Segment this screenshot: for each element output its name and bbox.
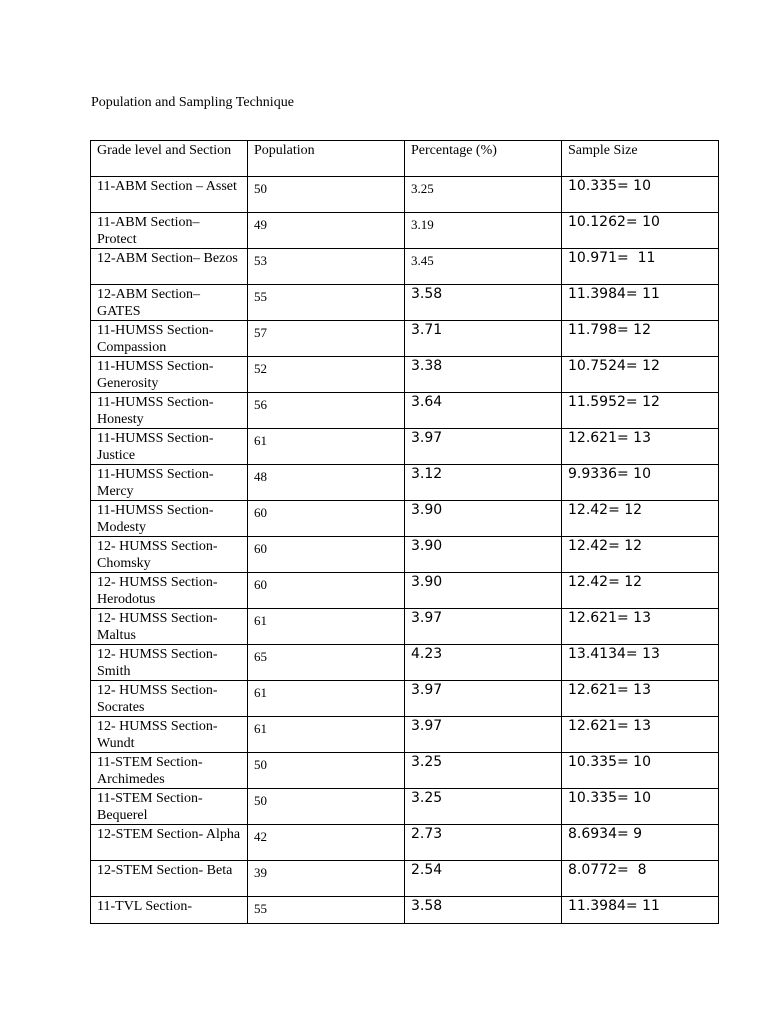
sample-size-cell <box>562 393 719 429</box>
percentage-cell <box>405 213 562 249</box>
section-cell-text: 12-STEM Section- Beta <box>97 863 233 878</box>
sample-size-cell <box>562 357 719 393</box>
population-cell-text: 60 <box>254 505 267 520</box>
section-cell-text: 11-HUMSS Section- Generosity <box>97 359 214 391</box>
sample-size-cell <box>562 789 719 825</box>
percentage-cell-text: 3.25 <box>411 790 443 806</box>
sample-size-cell-text: 12.621= 13 <box>568 682 651 698</box>
population-cell <box>248 753 405 789</box>
table-row <box>91 249 719 285</box>
section-cell <box>91 717 248 753</box>
sample-size-cell-text: 8.0772= 8 <box>568 862 647 878</box>
population-cell <box>248 861 405 897</box>
header-label: Percentage (%) <box>411 143 497 158</box>
table-row <box>91 573 719 609</box>
table-row <box>91 537 719 573</box>
sample-size-cell-text: 10.1262= 10 <box>568 214 660 230</box>
population-cell <box>248 609 405 645</box>
sample-size-cell-text: 12.621= 13 <box>568 718 651 734</box>
header-cell-sample-size <box>562 141 719 177</box>
percentage-cell-text: 3.90 <box>411 574 443 590</box>
sampling-table <box>90 140 719 924</box>
sample-size-cell <box>562 717 719 753</box>
population-cell <box>248 645 405 681</box>
sample-size-cell-text: 10.7524= 12 <box>568 358 660 374</box>
section-cell-text: 11-HUMSS Section- Compassion <box>97 323 214 355</box>
sample-size-cell <box>562 861 719 897</box>
population-cell-text: 61 <box>254 721 267 736</box>
percentage-cell <box>405 717 562 753</box>
sample-size-cell <box>562 645 719 681</box>
percentage-cell <box>405 753 562 789</box>
section-cell <box>91 465 248 501</box>
population-cell <box>248 717 405 753</box>
sample-size-cell-text: 8.6934= 9 <box>568 826 643 842</box>
population-cell <box>248 357 405 393</box>
section-cell-text: 11-STEM Section- Bequerel <box>97 791 203 823</box>
section-cell <box>91 357 248 393</box>
percentage-cell <box>405 681 562 717</box>
population-cell-text: 50 <box>254 757 267 772</box>
table-row <box>91 681 719 717</box>
section-cell-text: 12- HUMSS Section- Wundt <box>97 719 218 751</box>
population-cell <box>248 321 405 357</box>
table-row <box>91 465 719 501</box>
sample-size-cell <box>562 825 719 861</box>
percentage-cell-text: 3.45 <box>411 253 434 268</box>
document-title: Population and Sampling Technique <box>91 95 294 110</box>
sample-size-cell <box>562 753 719 789</box>
sample-size-cell-text: 13.4134= 13 <box>568 646 660 662</box>
population-cell-text: 49 <box>254 217 267 232</box>
population-cell-text: 50 <box>254 181 267 196</box>
table-row <box>91 825 719 861</box>
population-cell <box>248 429 405 465</box>
population-cell <box>248 789 405 825</box>
population-cell <box>248 537 405 573</box>
population-cell <box>248 393 405 429</box>
sample-size-cell <box>562 177 719 213</box>
sample-size-cell-text: 11.798= 12 <box>568 322 651 338</box>
population-cell <box>248 465 405 501</box>
header-cell-percentage <box>405 141 562 177</box>
percentage-cell-text: 3.64 <box>411 394 443 410</box>
sample-size-cell-text: 10.971= 11 <box>568 250 656 266</box>
section-cell-text: 12- HUMSS Section- Smith <box>97 647 218 679</box>
percentage-cell <box>405 429 562 465</box>
population-cell-text: 57 <box>254 325 267 340</box>
percentage-cell-text: 3.97 <box>411 610 443 626</box>
sample-size-cell <box>562 249 719 285</box>
header-label: Sample Size <box>568 143 638 158</box>
sample-size-cell-text: 11.5952= 12 <box>568 394 660 410</box>
section-cell <box>91 177 248 213</box>
sample-size-cell <box>562 429 719 465</box>
population-cell-text: 61 <box>254 433 267 448</box>
population-cell-text: 61 <box>254 685 267 700</box>
population-cell <box>248 501 405 537</box>
sample-size-cell-text: 11.3984= 11 <box>568 286 660 302</box>
sample-size-cell <box>562 573 719 609</box>
population-cell-text: 55 <box>254 289 267 304</box>
percentage-cell <box>405 321 562 357</box>
sample-size-cell-text: 12.621= 13 <box>568 610 651 626</box>
table-row <box>91 501 719 537</box>
percentage-cell-text: 3.90 <box>411 538 443 554</box>
population-cell <box>248 825 405 861</box>
population-cell <box>248 213 405 249</box>
population-cell-text: 50 <box>254 793 267 808</box>
percentage-cell <box>405 897 562 924</box>
percentage-cell-text: 3.97 <box>411 718 443 734</box>
percentage-cell <box>405 177 562 213</box>
population-cell <box>248 249 405 285</box>
sample-size-cell-text: 12.42= 12 <box>568 574 643 590</box>
population-cell-text: 56 <box>254 397 267 412</box>
sample-size-cell <box>562 897 719 924</box>
sample-size-cell <box>562 285 719 321</box>
percentage-cell <box>405 789 562 825</box>
header-cell-section <box>91 141 248 177</box>
sample-size-cell-text: 9.9336= 10 <box>568 466 651 482</box>
sample-size-cell-text: 10.335= 10 <box>568 178 651 194</box>
population-cell <box>248 573 405 609</box>
section-cell <box>91 789 248 825</box>
sample-size-cell <box>562 609 719 645</box>
population-cell <box>248 897 405 924</box>
section-cell <box>91 501 248 537</box>
sample-size-cell <box>562 537 719 573</box>
table-row <box>91 897 719 924</box>
section-cell <box>91 537 248 573</box>
table-row <box>91 717 719 753</box>
section-cell <box>91 249 248 285</box>
percentage-cell <box>405 645 562 681</box>
section-cell <box>91 825 248 861</box>
population-cell-text: 42 <box>254 829 267 844</box>
percentage-cell-text: 3.19 <box>411 217 434 232</box>
section-cell-text: 12- HUMSS Section- Socrates <box>97 683 218 715</box>
header-cell-population <box>248 141 405 177</box>
sample-size-cell <box>562 213 719 249</box>
percentage-cell <box>405 609 562 645</box>
population-cell-text: 39 <box>254 865 267 880</box>
percentage-cell-text: 3.38 <box>411 358 443 374</box>
population-cell <box>248 681 405 717</box>
header-label: Grade level and Section <box>97 143 232 158</box>
table-row <box>91 429 719 465</box>
population-cell-text: 55 <box>254 901 267 916</box>
population-cell-text: 61 <box>254 613 267 628</box>
section-cell-text: 12-ABM Section– Bezos <box>97 251 238 266</box>
table-row <box>91 213 719 249</box>
section-cell-text: 11-TVL Section- <box>97 899 192 914</box>
population-cell-text: 60 <box>254 577 267 592</box>
percentage-cell-text: 4.23 <box>411 646 443 662</box>
percentage-cell <box>405 537 562 573</box>
percentage-cell <box>405 573 562 609</box>
population-cell-text: 52 <box>254 361 267 376</box>
sample-size-cell <box>562 501 719 537</box>
population-cell-text: 65 <box>254 649 267 664</box>
section-cell <box>91 321 248 357</box>
sample-size-cell-text: 10.335= 10 <box>568 790 651 806</box>
percentage-cell <box>405 825 562 861</box>
percentage-cell-text: 2.54 <box>411 862 443 878</box>
table-header-row <box>91 141 719 177</box>
section-cell-text: 11-STEM Section- Archimedes <box>97 755 203 787</box>
table-row <box>91 285 719 321</box>
section-cell-text: 11-HUMSS Section- Honesty <box>97 395 214 427</box>
percentage-cell <box>405 285 562 321</box>
table-row <box>91 789 719 825</box>
percentage-cell-text: 3.90 <box>411 502 443 518</box>
sample-size-cell-text: 10.335= 10 <box>568 754 651 770</box>
section-cell-text: 11-HUMSS Section- Mercy <box>97 467 214 499</box>
section-cell <box>91 609 248 645</box>
population-cell-text: 53 <box>254 253 267 268</box>
section-cell-text: 12-ABM Section– GATES <box>97 287 201 319</box>
percentage-cell <box>405 501 562 537</box>
table-row <box>91 393 719 429</box>
section-cell <box>91 393 248 429</box>
table-body <box>91 141 719 924</box>
section-cell-text: 11-HUMSS Section- Justice <box>97 431 214 463</box>
header-label: Population <box>254 143 315 158</box>
section-cell <box>91 753 248 789</box>
percentage-cell <box>405 861 562 897</box>
section-cell <box>91 285 248 321</box>
section-cell-text: 12- HUMSS Section- Chomsky <box>97 539 218 571</box>
table-row <box>91 753 719 789</box>
section-cell-text: 12- HUMSS Section- Maltus <box>97 611 218 643</box>
percentage-cell-text: 3.25 <box>411 754 443 770</box>
section-cell-text: 11-HUMSS Section- Modesty <box>97 503 214 535</box>
table-row <box>91 357 719 393</box>
table-row <box>91 609 719 645</box>
section-cell <box>91 645 248 681</box>
sample-size-cell-text: 12.42= 12 <box>568 538 643 554</box>
table-row <box>91 321 719 357</box>
table-row <box>91 645 719 681</box>
percentage-cell <box>405 249 562 285</box>
section-cell-text: 11-ABM Section– Protect <box>97 215 200 247</box>
population-cell-text: 60 <box>254 541 267 556</box>
section-cell-text: 12-STEM Section- Alpha <box>97 827 241 842</box>
section-cell-text: 11-ABM Section – Asset <box>97 179 237 194</box>
percentage-cell-text: 3.71 <box>411 322 443 338</box>
section-cell <box>91 897 248 924</box>
section-cell <box>91 573 248 609</box>
population-cell <box>248 177 405 213</box>
percentage-cell <box>405 393 562 429</box>
section-cell <box>91 213 248 249</box>
sample-size-cell-text: 11.3984= 11 <box>568 898 660 914</box>
sample-size-cell-text: 12.42= 12 <box>568 502 643 518</box>
sample-size-cell <box>562 465 719 501</box>
section-cell <box>91 429 248 465</box>
sample-size-cell-text: 12.621= 13 <box>568 430 651 446</box>
percentage-cell <box>405 357 562 393</box>
sample-size-cell <box>562 681 719 717</box>
percentage-cell <box>405 465 562 501</box>
section-cell-text: 12- HUMSS Section- Herodotus <box>97 575 218 607</box>
population-cell <box>248 285 405 321</box>
percentage-cell-text: 3.58 <box>411 898 443 914</box>
table-row <box>91 861 719 897</box>
section-cell <box>91 861 248 897</box>
percentage-cell-text: 3.12 <box>411 466 443 482</box>
section-cell <box>91 681 248 717</box>
percentage-cell-text: 3.97 <box>411 430 443 446</box>
table-row <box>91 177 719 213</box>
percentage-cell-text: 3.97 <box>411 682 443 698</box>
population-cell-text: 48 <box>254 469 267 484</box>
percentage-cell-text: 2.73 <box>411 826 443 842</box>
percentage-cell-text: 3.25 <box>411 181 434 196</box>
percentage-cell-text: 3.58 <box>411 286 443 302</box>
sample-size-cell <box>562 321 719 357</box>
